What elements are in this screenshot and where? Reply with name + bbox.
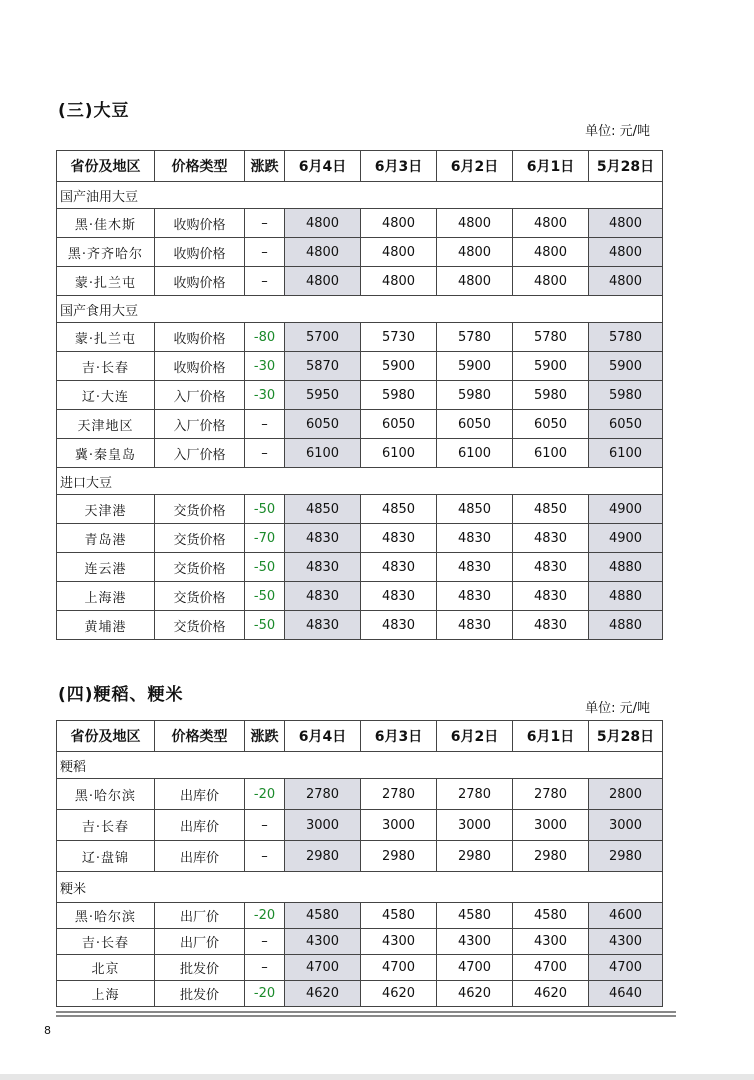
price-cell: 4300 bbox=[589, 929, 663, 955]
price-type-cell: 交货价格 bbox=[155, 495, 245, 524]
region-cell: 上海 bbox=[57, 981, 155, 1007]
group-row bbox=[57, 872, 663, 903]
change-cell: -80 bbox=[245, 323, 285, 352]
region-cell: 吉·长春 bbox=[57, 929, 155, 955]
column-header: 5月28日 bbox=[589, 151, 663, 182]
change-cell: -50 bbox=[245, 553, 285, 582]
region-cell: 辽·盘锦 bbox=[57, 841, 155, 872]
price-type-cell: 交货价格 bbox=[155, 553, 245, 582]
price-type-cell: 交货价格 bbox=[155, 611, 245, 640]
price-cell: 4800 bbox=[361, 238, 437, 267]
price-type-cell: 收购价格 bbox=[155, 209, 245, 238]
region-cell: 黑·齐齐哈尔 bbox=[57, 238, 155, 267]
region-cell: 青岛港 bbox=[57, 524, 155, 553]
price-cell: 4700 bbox=[589, 955, 663, 981]
price-cell: 4830 bbox=[513, 524, 589, 553]
table-row bbox=[57, 381, 663, 410]
price-cell: 2980 bbox=[437, 841, 513, 872]
region-cell: 黑·哈尔滨 bbox=[57, 903, 155, 929]
change-cell: – bbox=[245, 841, 285, 872]
price-cell: 3000 bbox=[589, 810, 663, 841]
price-cell: 5980 bbox=[361, 381, 437, 410]
region-cell: 辽·大连 bbox=[57, 381, 155, 410]
price-type-cell: 交货价格 bbox=[155, 582, 245, 611]
group-label: 粳稻 bbox=[57, 752, 663, 779]
table-row bbox=[57, 810, 663, 841]
price-cell: 2780 bbox=[361, 779, 437, 810]
price-cell: 4830 bbox=[285, 582, 361, 611]
change-cell: – bbox=[245, 439, 285, 468]
price-cell: 4800 bbox=[589, 209, 663, 238]
table-row bbox=[57, 323, 663, 352]
group-row bbox=[57, 296, 663, 323]
table-row bbox=[57, 524, 663, 553]
soybean-price-table bbox=[56, 150, 663, 640]
price-cell: 2980 bbox=[361, 841, 437, 872]
price-cell: 2780 bbox=[285, 779, 361, 810]
footer-rule bbox=[56, 1011, 676, 1019]
price-cell: 5780 bbox=[589, 323, 663, 352]
column-header: 省份及地区 bbox=[57, 151, 155, 182]
price-cell: 4830 bbox=[513, 582, 589, 611]
change-cell: -50 bbox=[245, 582, 285, 611]
price-cell: 4800 bbox=[361, 267, 437, 296]
unit-label-rice: 单位: 元/吨 bbox=[585, 701, 650, 716]
price-cell: 4700 bbox=[361, 955, 437, 981]
group-label: 国产食用大豆 bbox=[57, 296, 663, 323]
change-cell: -50 bbox=[245, 611, 285, 640]
price-cell: 4830 bbox=[361, 524, 437, 553]
price-cell: 4850 bbox=[361, 495, 437, 524]
price-cell: 4880 bbox=[589, 611, 663, 640]
price-type-cell: 入厂价格 bbox=[155, 410, 245, 439]
price-cell: 4850 bbox=[513, 495, 589, 524]
table-row bbox=[57, 955, 663, 981]
price-cell: 5900 bbox=[361, 352, 437, 381]
price-cell: 4800 bbox=[589, 267, 663, 296]
change-cell: – bbox=[245, 955, 285, 981]
price-type-cell: 出库价 bbox=[155, 810, 245, 841]
table-row bbox=[57, 238, 663, 267]
region-cell: 蒙·扎兰屯 bbox=[57, 267, 155, 296]
column-header: 5月28日 bbox=[589, 721, 663, 752]
price-type-cell: 入厂价格 bbox=[155, 381, 245, 410]
price-cell: 3000 bbox=[437, 810, 513, 841]
price-cell: 4580 bbox=[285, 903, 361, 929]
price-cell: 4640 bbox=[589, 981, 663, 1007]
region-cell: 吉·长春 bbox=[57, 352, 155, 381]
table-row bbox=[57, 439, 663, 468]
region-cell: 天津港 bbox=[57, 495, 155, 524]
column-header: 6月2日 bbox=[437, 721, 513, 752]
change-cell: -30 bbox=[245, 381, 285, 410]
price-cell: 4700 bbox=[437, 955, 513, 981]
price-cell: 4880 bbox=[589, 582, 663, 611]
price-cell: 2780 bbox=[437, 779, 513, 810]
price-type-cell: 交货价格 bbox=[155, 524, 245, 553]
price-type-cell: 入厂价格 bbox=[155, 439, 245, 468]
table-row bbox=[57, 352, 663, 381]
price-cell: 4620 bbox=[513, 981, 589, 1007]
price-cell: 4580 bbox=[437, 903, 513, 929]
price-cell: 4830 bbox=[285, 524, 361, 553]
change-cell: – bbox=[245, 238, 285, 267]
price-cell: 5980 bbox=[589, 381, 663, 410]
table-row bbox=[57, 929, 663, 955]
price-cell: 5780 bbox=[513, 323, 589, 352]
change-cell: – bbox=[245, 929, 285, 955]
price-cell: 4850 bbox=[285, 495, 361, 524]
group-row bbox=[57, 468, 663, 495]
price-cell: 5870 bbox=[285, 352, 361, 381]
column-header: 价格类型 bbox=[155, 721, 245, 752]
column-header: 6月3日 bbox=[361, 151, 437, 182]
group-label: 进口大豆 bbox=[57, 468, 663, 495]
price-cell: 4830 bbox=[361, 582, 437, 611]
price-cell: 4580 bbox=[513, 903, 589, 929]
price-cell: 6050 bbox=[513, 410, 589, 439]
price-cell: 4300 bbox=[513, 929, 589, 955]
change-cell: – bbox=[245, 267, 285, 296]
price-cell: 4900 bbox=[589, 495, 663, 524]
price-cell: 4830 bbox=[285, 553, 361, 582]
region-cell: 北京 bbox=[57, 955, 155, 981]
region-cell: 上海港 bbox=[57, 582, 155, 611]
price-cell: 3000 bbox=[513, 810, 589, 841]
table-row bbox=[57, 841, 663, 872]
price-cell: 6100 bbox=[513, 439, 589, 468]
price-cell: 5780 bbox=[437, 323, 513, 352]
price-cell: 4800 bbox=[437, 267, 513, 296]
price-cell: 5980 bbox=[437, 381, 513, 410]
price-cell: 6050 bbox=[361, 410, 437, 439]
column-header: 省份及地区 bbox=[57, 721, 155, 752]
price-cell: 4300 bbox=[437, 929, 513, 955]
price-type-cell: 出库价 bbox=[155, 841, 245, 872]
price-cell: 5900 bbox=[589, 352, 663, 381]
change-cell: -20 bbox=[245, 981, 285, 1007]
price-cell: 6100 bbox=[361, 439, 437, 468]
price-type-cell: 出厂价 bbox=[155, 929, 245, 955]
price-cell: 4830 bbox=[513, 553, 589, 582]
region-cell: 冀·秦皇岛 bbox=[57, 439, 155, 468]
price-cell: 3000 bbox=[285, 810, 361, 841]
region-cell: 天津地区 bbox=[57, 410, 155, 439]
price-cell: 4830 bbox=[513, 611, 589, 640]
price-cell: 2980 bbox=[285, 841, 361, 872]
region-cell: 吉·长春 bbox=[57, 810, 155, 841]
region-cell: 连云港 bbox=[57, 553, 155, 582]
price-cell: 4800 bbox=[285, 209, 361, 238]
column-header: 涨跌 bbox=[245, 721, 285, 752]
price-cell: 4620 bbox=[285, 981, 361, 1007]
column-header: 价格类型 bbox=[155, 151, 245, 182]
column-header: 6月3日 bbox=[361, 721, 437, 752]
price-cell: 6100 bbox=[285, 439, 361, 468]
price-cell: 4830 bbox=[437, 524, 513, 553]
price-cell: 4620 bbox=[437, 981, 513, 1007]
price-cell: 4830 bbox=[437, 582, 513, 611]
page-number: 8 bbox=[44, 1024, 51, 1037]
table-row bbox=[57, 553, 663, 582]
price-cell: 6050 bbox=[437, 410, 513, 439]
column-header: 6月2日 bbox=[437, 151, 513, 182]
price-cell: 4900 bbox=[589, 524, 663, 553]
price-type-cell: 收购价格 bbox=[155, 323, 245, 352]
table-row bbox=[57, 981, 663, 1007]
price-cell: 5730 bbox=[361, 323, 437, 352]
column-header: 涨跌 bbox=[245, 151, 285, 182]
table-row bbox=[57, 267, 663, 296]
price-cell: 6100 bbox=[589, 439, 663, 468]
region-cell: 蒙·扎兰屯 bbox=[57, 323, 155, 352]
price-type-cell: 批发价 bbox=[155, 981, 245, 1007]
page-bottom-bar bbox=[0, 1074, 754, 1080]
price-cell: 5980 bbox=[513, 381, 589, 410]
price-cell: 4800 bbox=[437, 238, 513, 267]
price-cell: 3000 bbox=[361, 810, 437, 841]
table-row bbox=[57, 410, 663, 439]
price-cell: 6050 bbox=[285, 410, 361, 439]
column-header: 6月1日 bbox=[513, 151, 589, 182]
price-cell: 4800 bbox=[361, 209, 437, 238]
price-cell: 4850 bbox=[437, 495, 513, 524]
price-type-cell: 出库价 bbox=[155, 779, 245, 810]
table-row bbox=[57, 779, 663, 810]
price-cell: 5700 bbox=[285, 323, 361, 352]
table-row bbox=[57, 582, 663, 611]
region-cell: 黄埔港 bbox=[57, 611, 155, 640]
price-type-cell: 出厂价 bbox=[155, 903, 245, 929]
change-cell: -30 bbox=[245, 352, 285, 381]
price-cell: 4620 bbox=[361, 981, 437, 1007]
header-row bbox=[57, 151, 663, 182]
price-cell: 2800 bbox=[589, 779, 663, 810]
price-cell: 4830 bbox=[437, 611, 513, 640]
price-cell: 2780 bbox=[513, 779, 589, 810]
price-cell: 4800 bbox=[285, 238, 361, 267]
region-cell: 黑·佳木斯 bbox=[57, 209, 155, 238]
price-cell: 4800 bbox=[589, 238, 663, 267]
column-header: 6月4日 bbox=[285, 151, 361, 182]
price-type-cell: 收购价格 bbox=[155, 352, 245, 381]
table-row bbox=[57, 209, 663, 238]
price-cell: 5950 bbox=[285, 381, 361, 410]
price-cell: 4600 bbox=[589, 903, 663, 929]
change-cell: -20 bbox=[245, 779, 285, 810]
change-cell: -20 bbox=[245, 903, 285, 929]
section-title-rice: (四)粳稻、粳米 bbox=[58, 685, 184, 705]
price-cell: 4830 bbox=[285, 611, 361, 640]
group-row bbox=[57, 182, 663, 209]
change-cell: – bbox=[245, 209, 285, 238]
price-cell: 4800 bbox=[513, 267, 589, 296]
price-cell: 5900 bbox=[513, 352, 589, 381]
price-cell: 4300 bbox=[285, 929, 361, 955]
price-type-cell: 收购价格 bbox=[155, 267, 245, 296]
price-cell: 4830 bbox=[361, 611, 437, 640]
column-header: 6月1日 bbox=[513, 721, 589, 752]
change-cell: – bbox=[245, 810, 285, 841]
group-row bbox=[57, 752, 663, 779]
price-type-cell: 收购价格 bbox=[155, 238, 245, 267]
section-title-soybean: (三)大豆 bbox=[58, 101, 130, 121]
rice-price-table bbox=[56, 720, 663, 1007]
group-label: 国产油用大豆 bbox=[57, 182, 663, 209]
table-row bbox=[57, 611, 663, 640]
price-cell: 5900 bbox=[437, 352, 513, 381]
price-cell: 4800 bbox=[513, 209, 589, 238]
price-cell: 4880 bbox=[589, 553, 663, 582]
price-cell: 4830 bbox=[437, 553, 513, 582]
table-row bbox=[57, 903, 663, 929]
column-header: 6月4日 bbox=[285, 721, 361, 752]
price-cell: 4800 bbox=[513, 238, 589, 267]
price-cell: 4300 bbox=[361, 929, 437, 955]
price-type-cell: 批发价 bbox=[155, 955, 245, 981]
group-label: 粳米 bbox=[57, 872, 663, 903]
price-cell: 4700 bbox=[513, 955, 589, 981]
price-cell: 4700 bbox=[285, 955, 361, 981]
table-row bbox=[57, 495, 663, 524]
unit-label-soybean: 单位: 元/吨 bbox=[585, 124, 650, 139]
price-cell: 2980 bbox=[513, 841, 589, 872]
price-cell: 6050 bbox=[589, 410, 663, 439]
price-cell: 6100 bbox=[437, 439, 513, 468]
change-cell: -70 bbox=[245, 524, 285, 553]
price-cell: 4800 bbox=[285, 267, 361, 296]
price-cell: 4830 bbox=[361, 553, 437, 582]
header-row bbox=[57, 721, 663, 752]
region-cell: 黑·哈尔滨 bbox=[57, 779, 155, 810]
change-cell: – bbox=[245, 410, 285, 439]
price-cell: 4800 bbox=[437, 209, 513, 238]
change-cell: -50 bbox=[245, 495, 285, 524]
price-cell: 2980 bbox=[589, 841, 663, 872]
price-cell: 4580 bbox=[361, 903, 437, 929]
